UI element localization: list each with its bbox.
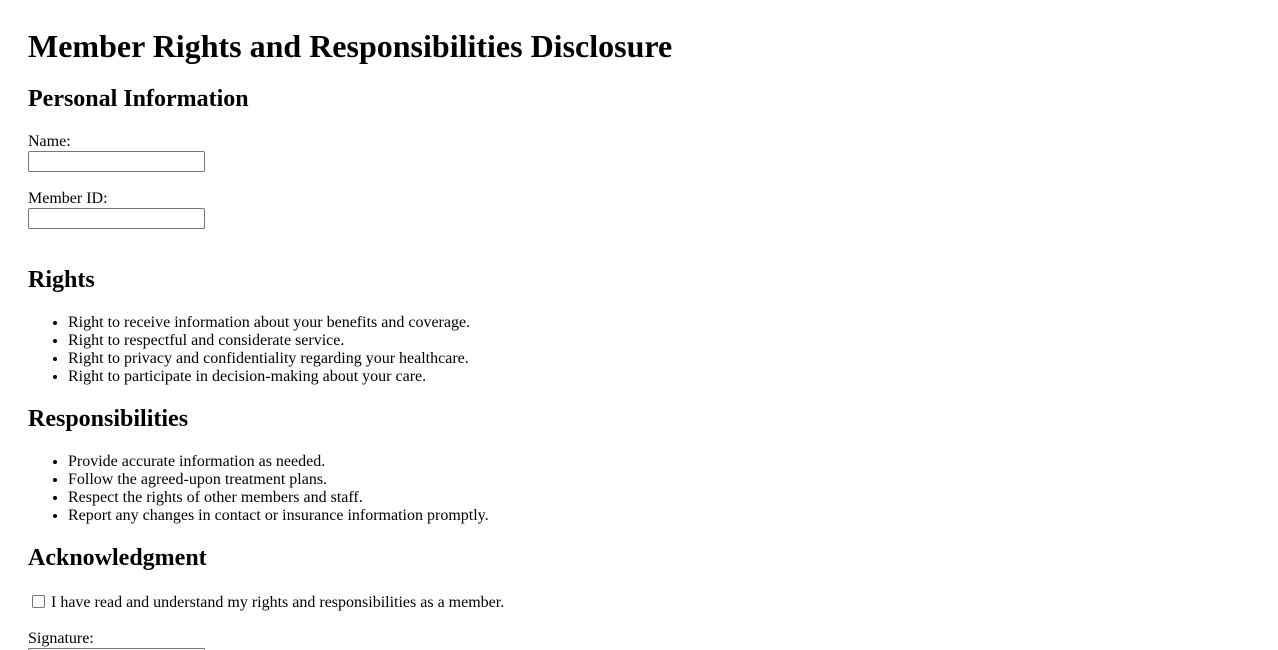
- list-item: • Report any changes in contact or insurance information promptly.: [68, 507, 489, 525]
- page-title: Member Rights and Responsibilities Disclosure: [28, 28, 673, 64]
- list-item: • Provide accurate information as needed.: [68, 453, 489, 471]
- acknowledgment-checkbox[interactable]: [32, 595, 45, 608]
- list-item: • Right to participate in decision-making about your care.: [68, 368, 470, 386]
- responsibilities-list: [28, 453, 489, 525]
- rights-list: [28, 314, 470, 386]
- member-id-label: Member ID:: [28, 190, 108, 207]
- list-item: • Right to receive information about your benefits and coverage.: [68, 314, 470, 332]
- list-item: • Respect the rights of other members and staff.: [68, 489, 489, 507]
- responsibilities-heading: Responsibilities: [28, 406, 189, 432]
- signature-label: Signature:: [28, 630, 94, 647]
- member-id-input[interactable]: [28, 208, 205, 229]
- acknowledgment-row: [28, 594, 504, 612]
- acknowledgment-checkbox-label: I have read and understand my rights and responsibilities as a member.: [51, 594, 505, 611]
- name-label: Name:: [28, 133, 71, 150]
- list-item: • Right to privacy and confidentiality regarding your healthcare.: [68, 350, 470, 368]
- list-item: • Follow the agreed-upon treatment plans.: [68, 471, 489, 489]
- list-item: • Right to respectful and considerate service.: [68, 332, 470, 350]
- name-input[interactable]: [28, 151, 205, 172]
- personal-info-heading: Personal Information: [28, 86, 249, 112]
- acknowledgment-heading: Acknowledgment: [28, 545, 207, 571]
- rights-heading: Rights: [28, 267, 95, 293]
